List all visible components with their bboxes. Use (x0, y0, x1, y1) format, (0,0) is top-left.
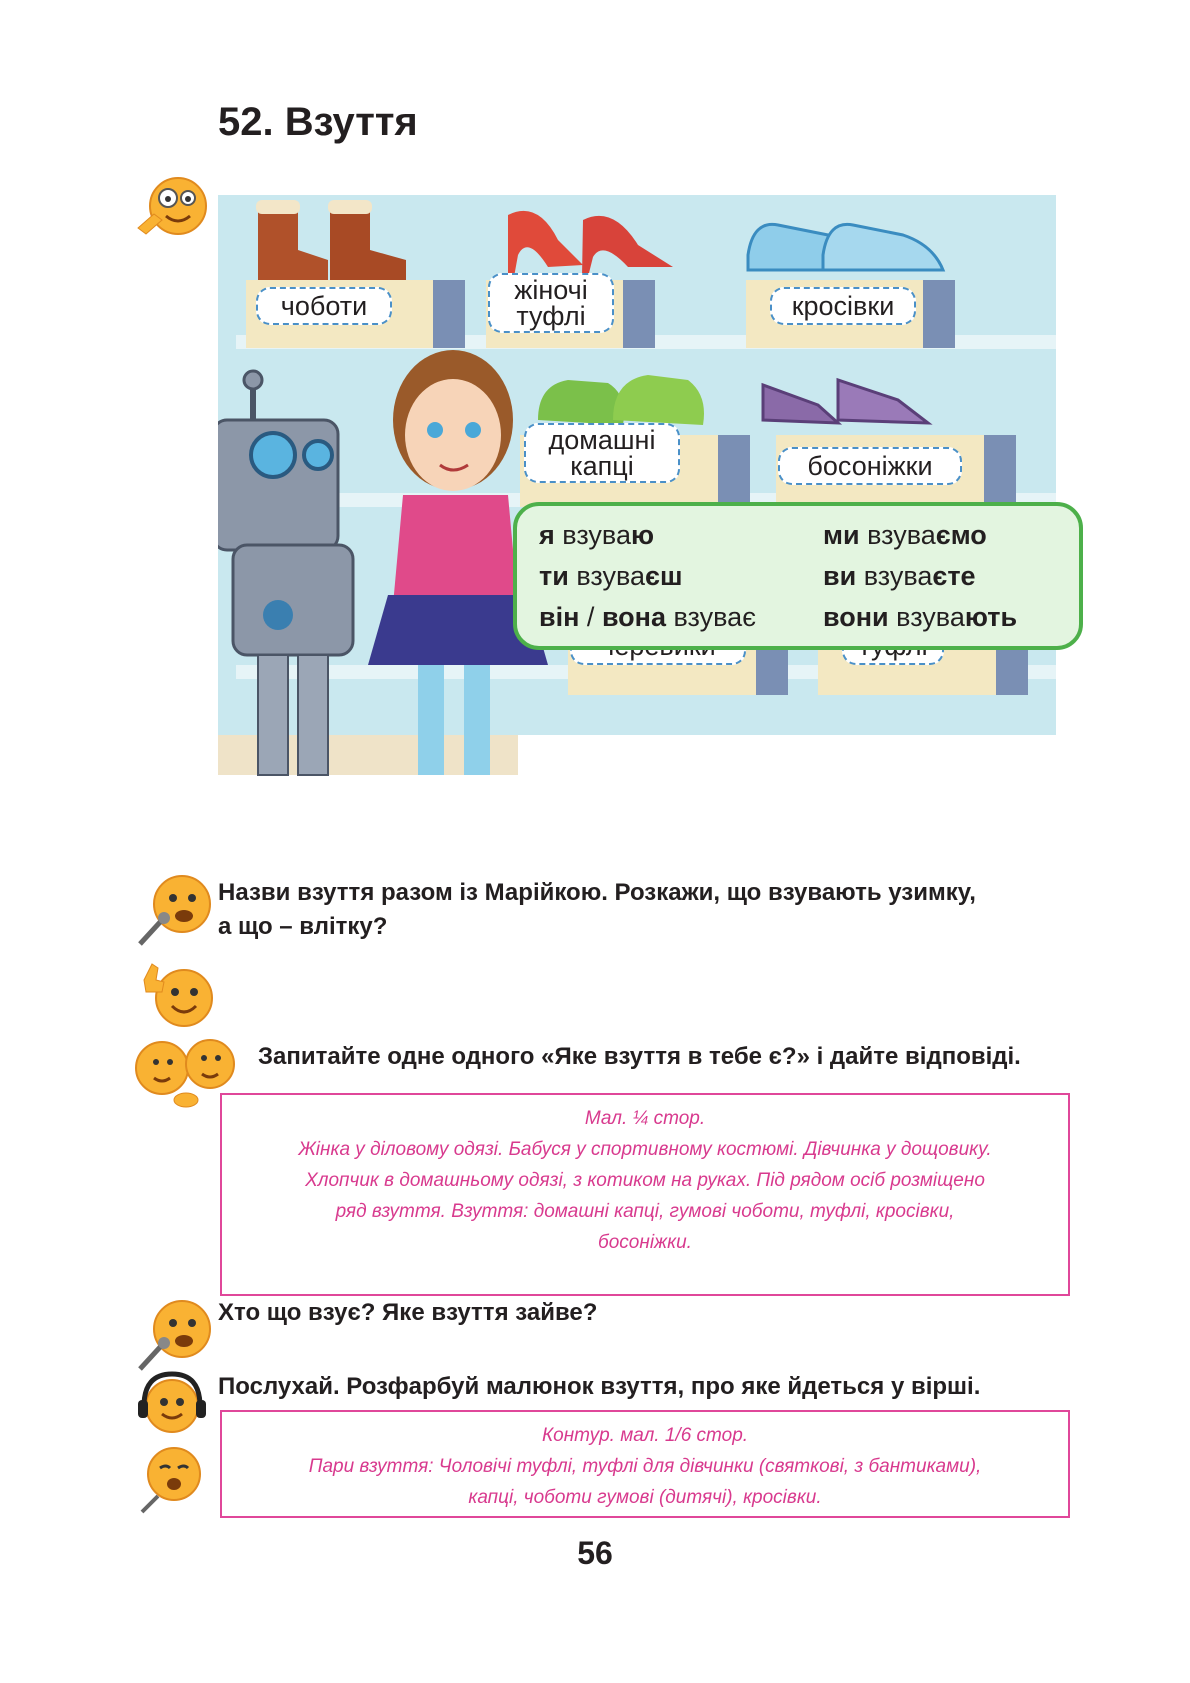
verb-stem: взуває (673, 602, 756, 632)
task-ask-each-other: Запитайте одне одного «Яке взуття в тебе є?» і дайте відповіді. (258, 1043, 1021, 1070)
pronoun: ми (823, 520, 860, 550)
note-line: босоніжки. (598, 1232, 692, 1253)
conj-row-1-right (823, 518, 987, 552)
task-listen-color: Послухай. Розфарбуй малюнок взуття, про яке йдеться у вірші. (218, 1373, 981, 1400)
verb-stem: взува (863, 561, 933, 591)
label-sandals: босоніжки (778, 447, 962, 485)
conjugation-table (513, 502, 1083, 650)
conj-row-3-left (539, 600, 756, 634)
task-who-wears-what: Хто що взує? Яке взуття зайве? (218, 1299, 598, 1326)
pronoun: ти (539, 561, 569, 591)
pronoun: вона (601, 602, 666, 632)
label-slippers-line1: домашні (548, 425, 656, 455)
note-line: Жінка у діловому одязі. Бабуся у спортивному костюмі. Дівчинка у дощовику. (298, 1139, 992, 1160)
note-box-illustration-1 (220, 1093, 1070, 1296)
page-number: 56 (577, 1535, 613, 1571)
magnifier-smiley-icon (132, 172, 212, 240)
task-text-line2: а що – влітку? (218, 913, 388, 940)
headphones-smiley-icon (136, 1368, 208, 1438)
note-line: Мал. ¼ стор. (584, 1108, 706, 1129)
singing-smiley-icon (136, 1438, 208, 1516)
pronoun: вони (823, 602, 889, 632)
verb-stem: взува (576, 561, 646, 591)
note-line: капці, чоботи гумові (дитячі), кросівки. (468, 1487, 822, 1508)
verb-ending: єш (645, 561, 683, 591)
pronoun: він (539, 602, 580, 632)
label-womens-shoes (488, 273, 614, 333)
verb-stem: взува (562, 520, 631, 550)
verb-ending: ю (630, 520, 655, 550)
note-line: ряд взуття. Взуття: домашні капці, гумові чоботи, туфлі, кросівки, (335, 1201, 955, 1222)
conj-row-3-right (823, 600, 1017, 634)
note-line: Хлопчик в домашньому одязі, з котиком на руках. Під рядом осіб розміщено (305, 1170, 985, 1191)
conj-row-2-left (539, 559, 682, 593)
label-slippers-line2: капці (570, 451, 634, 481)
verb-stem: взува (896, 602, 965, 632)
verb-ending: єте (932, 561, 976, 591)
label-boots: чоботи (256, 287, 392, 325)
separator: / (579, 602, 602, 632)
thumbs-up-smiley-icon (138, 960, 218, 1030)
verb-ending: ють (964, 602, 1018, 632)
verb-ending: ємо (935, 520, 987, 550)
label-sneakers: кросівки (770, 287, 916, 325)
label-slippers (524, 423, 680, 483)
pronoun: я (539, 520, 555, 550)
verb-stem: взува (867, 520, 936, 550)
page-title: 52. Взуття (218, 100, 418, 144)
note-line: Пари взуття: Чоловічі туфлі, туфлі для дівчинки (святкові, з бантиками), (308, 1456, 982, 1477)
conj-row-1-left (539, 518, 654, 552)
conj-row-2-right (823, 559, 976, 593)
microphone-smiley-icon (132, 870, 212, 950)
microphone-smiley-icon (132, 1295, 212, 1375)
note-box-illustration-2 (220, 1410, 1070, 1518)
task-text-line1: Назви взуття разом із Марійкою. Розкажи, що взувають узимку, (218, 879, 976, 906)
note-line: Контур. мал. 1/6 стор. (541, 1425, 749, 1446)
label-womens-shoes-line1: жіночі (514, 275, 588, 305)
label-womens-shoes-line2: туфлі (516, 301, 586, 331)
task-name-shoes (218, 876, 976, 944)
pronoun: ви (823, 561, 857, 591)
